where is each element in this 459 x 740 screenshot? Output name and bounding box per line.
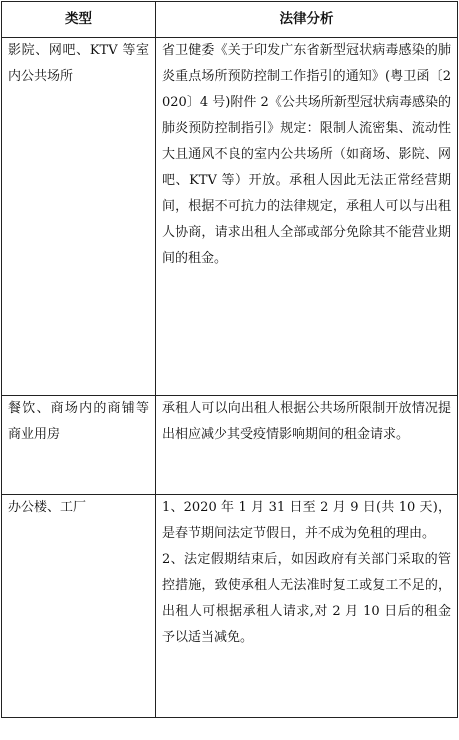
row-type-cell: 餐饮、商场内的商铺等商业用房: [2, 396, 156, 495]
analysis-paragraph: 1、2020 年 1 月 31 日至 2 月 9 日(共 10 天)，是春节期间法定节假日，并不成为免租的理由。: [162, 500, 451, 541]
analysis-paragraph: 2、法定假期结束后，如因政府有关部门采取的管控措施，致使承租人无法准时复工或复工不足的，出租人可根据承租人请求,对 2 月 10 日后的租金予以适当减免。: [162, 552, 451, 645]
law-analysis-table: [1, 1, 458, 718]
header-analysis: 法律分析: [156, 2, 458, 38]
analysis-paragraph: 承租人可以向出租人根据公共场所限制开放情况提出相应减少其受疫情影响期间的租金请求。: [162, 401, 451, 442]
table-row: [2, 495, 458, 718]
table-row: [2, 38, 458, 396]
analysis-paragraph: 省卫健委《关于印发广东省新型冠状病毒感染的肺炎重点场所预防控制工作指引的通知》(粤卫函〔2020〕4 号)附件 2《公共场所新型冠状病毒感染的肺炎预防控制指引》规定：限制人流密集、流动性大且通风不良的室内公共场所（如商场、影院、网吧、KTV 等）开放。承租人因此无法正常经营期间，根据不可抗力的法律规定，承租人可以与出租人协商，请求出租人全部或部分免除其不能营业期间的租金。: [162, 43, 451, 266]
row-analysis-cell: [156, 396, 458, 495]
table-header-row: [2, 2, 458, 38]
row-type-cell: 办公楼、工厂: [2, 495, 156, 718]
row-analysis-cell: [156, 495, 458, 718]
table-row: [2, 396, 458, 495]
header-type: 类型: [2, 2, 156, 38]
row-analysis-cell: [156, 38, 458, 396]
row-type-cell: 影院、网吧、KTV 等室内公共场所: [2, 38, 156, 396]
